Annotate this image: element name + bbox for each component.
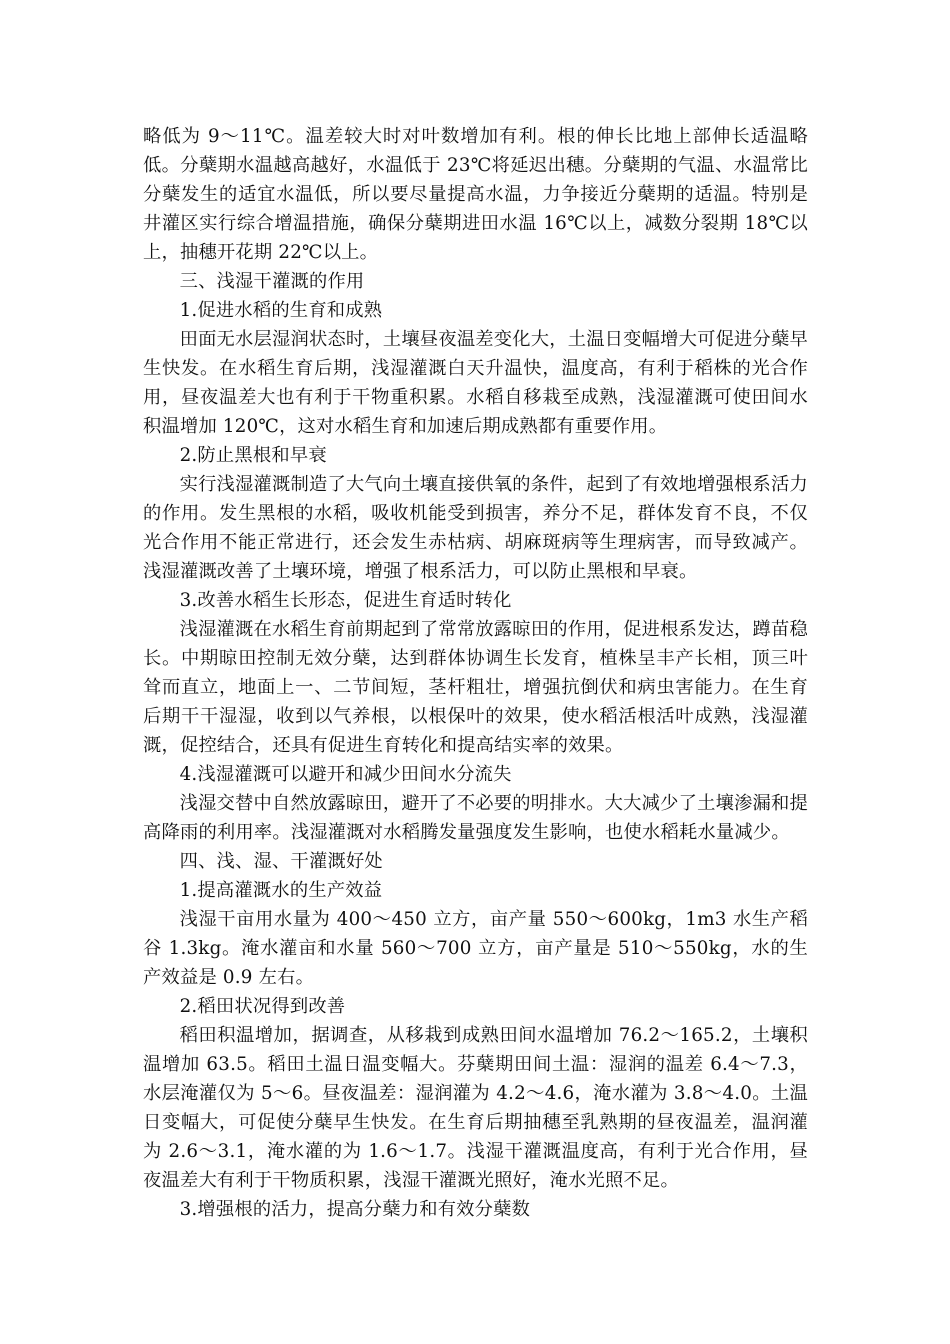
- subheading-3-1: 1.促进水稻的生育和成熟: [179, 300, 383, 321]
- subheading-3-3: 3.改善水稻生长形态，促进生育适时转化: [179, 590, 512, 611]
- document-page: [143, 122, 808, 1224]
- subheading-4-3: 3.增强根的活力，提高分蘖力和有效分蘖数: [179, 1199, 531, 1220]
- section-heading-3: 三、浅湿干灌溉的作用: [179, 271, 365, 292]
- paragraph-4-1: 浅湿干亩用水量为 400～450 立方，亩产量 550～600kg，1m3 水生产稻谷 1.3kg。淹水灌亩和水量 560～700 立方，亩产量是 510～550kg，水的生产效益是 0.9 左右。: [143, 909, 808, 988]
- section-heading-4: 四、浅、湿、干灌溉好处: [179, 851, 383, 872]
- subheading-4-1: 1.提高灌溉水的生产效益: [179, 880, 383, 901]
- subheading-3-4: 4.浅湿灌溉可以避开和减少田间水分流失: [179, 764, 512, 785]
- paragraph-4-2: 稻田积温增加，据调查，从移栽到成熟田间水温增加 76.2～165.2，土壤积温增加 63.5。稻田土温日温变幅大。芬蘖期田间土温：湿润的温差 6.4～7.3，水层淹灌仅为 5～6。昼夜温差：湿润灌为 4.2～4.6，淹水灌为 3.8～4.0。土温日变幅大，可促使分蘖早生快发。在生育后期抽穗至乳熟期的昼夜温差，温润灌为 2.6～3.1，淹水灌的为 1.6～1.7。浅湿干灌溉温度高，有利于光合作用，昼夜温差大有利于干物质积累，浅湿干灌溉光照好，淹水光照不足。: [143, 1025, 808, 1191]
- paragraph-3-2: 实行浅湿灌溉制造了大气向土壤直接供氧的条件，起到了有效地增强根系活力的作用。发生黑根的水稻，吸收机能受到损害，养分不足，群体发育不良，不仅光合作用不能正常进行，还会发生赤枯病、胡麻斑病等生理病害，而导致减产。浅湿灌溉改善了土壤环境，增强了根系活力，可以防止黑根和早衰。: [143, 474, 808, 582]
- paragraph-temperature-continuation: 略低为 9～11℃。温差较大时对叶数增加有利。根的伸长比地上部伸长适温略低。分蘖期水温越高越好，水温低于 23℃将延迟出穗。分蘖期的气温、水温常比分蘖发生的适宜水温低，所以要尽量提高水温，力争接近分蘖期的适温。特别是井灌区实行综合增温措施，确保分蘖期进田水温 16℃以上，减数分裂期 18℃以上，抽穗开花期 22℃以上。: [143, 126, 808, 263]
- subheading-3-2: 2.防止黑根和早衰: [179, 445, 327, 466]
- paragraph-3-3: 浅湿灌溉在水稻生育前期起到了常常放露晾田的作用，促进根系发达，蹲苗稳长。中期晾田控制无效分蘖，达到群体协调生长发育，植株呈丰产长相，顶三叶耸而直立，地面上一、二节间短，茎杆粗壮，增强抗倒伏和病虫害能力。在生育后期干干湿湿，收到以气养根，以根保叶的效果，使水稻活根活叶成熟，浅湿灌溉，促控结合，还具有促进生育转化和提高结实率的效果。: [143, 619, 808, 756]
- paragraph-3-1: 田面无水层湿润状态时，土壤昼夜温差变化大，土温日变幅增大可促进分蘖早生快发。在水稻生育后期，浅湿灌溉白天升温快，温度高，有利于稻株的光合作用，昼夜温差大也有利于干物重积累。水稻自移栽至成熟，浅湿灌溉可使田间水积温增加 120℃，这对水稻生育和加速后期成熟都有重要作用。: [143, 329, 808, 437]
- subheading-4-2: 2.稻田状况得到改善: [179, 996, 346, 1017]
- paragraph-3-4: 浅湿交替中自然放露晾田，避开了不必要的明排水。大大减少了土壤渗漏和提高降雨的利用率。浅湿灌溉对水稻腾发量强度发生影响，也使水稻耗水量减少。: [143, 793, 808, 843]
